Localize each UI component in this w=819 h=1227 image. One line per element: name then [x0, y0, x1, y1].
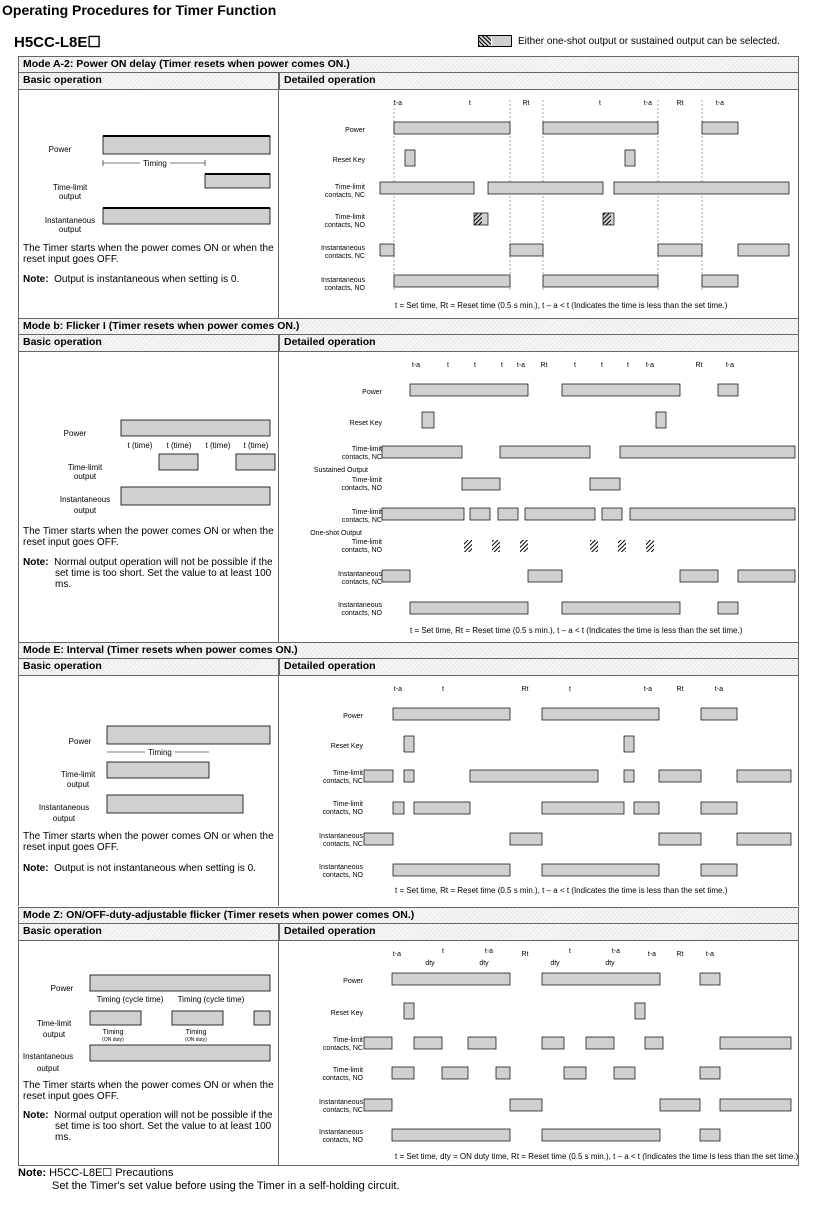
- svg-text:Power: Power: [343, 978, 363, 985]
- svg-text:t-a: t-a: [516, 362, 526, 369]
- svg-text:Time-limit: Time-limit: [332, 1037, 363, 1044]
- svg-text:Time-limit: Time-limit: [334, 214, 365, 221]
- svg-text:t: t: [442, 686, 444, 693]
- svg-text:Reset Key: Reset Key: [330, 743, 363, 750]
- mode-a2-detailed-label: Detailed operation: [279, 73, 799, 90]
- svg-text:t: t: [627, 362, 629, 369]
- mode-z-title: Mode Z: ON/OFF-duty-adjustable flicker (Timer resets when power comes ON.): [18, 907, 799, 924]
- svg-text:Timing (cycle time): Timing (cycle time): [177, 995, 245, 1004]
- mode-b-basic-chart: [18, 352, 280, 522]
- svg-text:Instantaneous: Instantaneous: [59, 495, 111, 504]
- legend-text: Either one-shot output or sustained output can be selected.: [518, 36, 780, 47]
- svg-text:Time-limit: Time-limit: [332, 1067, 363, 1074]
- mode-b-detailed-label: Detailed operation: [279, 335, 799, 352]
- svg-text:Instantaneous: Instantaneous: [38, 803, 90, 812]
- svg-text:contacts, NO: contacts, NO: [322, 1075, 363, 1082]
- svg-text:Power: Power: [63, 429, 87, 438]
- mode-z-note: Note: Normal output operation will not be possible if the set time is too short. Set the value to at least 100 ms.: [23, 1110, 273, 1143]
- svg-text:t (time): t (time): [166, 441, 192, 450]
- svg-text:Rt: Rt: [676, 951, 684, 958]
- svg-text:t-a: t-a: [611, 948, 621, 955]
- svg-text:Power: Power: [343, 713, 363, 720]
- svg-text:Rt: Rt: [540, 362, 548, 369]
- svg-text:t-a: t-a: [645, 362, 655, 369]
- svg-text:t-a: t-a: [393, 686, 403, 693]
- mode-e-footnote: t = Set time, Rt = Reset time (0.5 s min.), t – a < t (Indicates the time is less than the set time.): [395, 886, 728, 895]
- time-limit-label-2: output: [58, 192, 82, 201]
- mode-a2-detailed-chart: [280, 92, 799, 317]
- svg-text:t: t: [447, 362, 449, 369]
- power-label: Power: [48, 145, 72, 154]
- mode-b-title: Mode b: Flicker I (Timer resets when power comes ON.): [18, 318, 799, 335]
- svg-text:Rt: Rt: [676, 686, 684, 693]
- svg-text:Timing (cycle time): Timing (cycle time): [96, 995, 164, 1004]
- svg-text:Reset Key: Reset Key: [349, 420, 382, 427]
- svg-text:output: output: [36, 1064, 60, 1073]
- mode-e-basic-chart: [18, 676, 280, 826]
- mode-b-footnote: t = Set time, Rt = Reset time (0.5 s min.), t – a < t (Indicates the time is less than the set time.): [410, 626, 743, 635]
- mode-a2-footnote: t = Set time, Rt = Reset time (0.5 s min.), t – a < t (Indicates the time is less than the set time.): [395, 301, 728, 310]
- svg-text:contacts, NC: contacts, NC: [341, 454, 382, 461]
- svg-text:t: t: [474, 362, 476, 369]
- svg-text:t: t: [469, 100, 471, 107]
- page-title: Operating Procedures for Timer Function: [2, 2, 277, 18]
- inst-label-1: Instantaneous: [44, 216, 96, 225]
- svg-text:t: t: [601, 362, 603, 369]
- mode-b-basic-label: Basic operation: [18, 335, 279, 352]
- svg-text:Power: Power: [362, 389, 382, 396]
- svg-text:t: t: [501, 362, 503, 369]
- time-limit-label-1: Time-limit: [52, 183, 88, 192]
- svg-text:Rt: Rt: [695, 362, 703, 369]
- mode-a2-note: Note: Output is instantaneous when setting is 0.: [23, 274, 240, 285]
- svg-text:Rt: Rt: [521, 951, 529, 958]
- timing-label: Timing: [143, 159, 167, 168]
- svg-text:Time-limit: Time-limit: [60, 770, 96, 779]
- svg-text:dty: dty: [479, 960, 489, 967]
- svg-text:contacts, NC: contacts, NC: [322, 841, 363, 848]
- svg-text:t: t: [599, 100, 601, 107]
- svg-text:t-a: t-a: [643, 100, 653, 107]
- mode-b-desc: The Timer starts when the power comes ON or when the reset input goes OFF.: [23, 526, 274, 548]
- svg-text:dty: dty: [425, 960, 435, 967]
- svg-text:Instantaneous: Instantaneous: [319, 1129, 363, 1136]
- svg-text:t-a: t-a: [484, 948, 494, 955]
- svg-text:t: t: [569, 948, 571, 955]
- svg-text:t-a: t-a: [392, 951, 402, 958]
- svg-text:contacts, NO: contacts, NO: [324, 222, 365, 229]
- svg-text:Instantaneous: Instantaneous: [321, 277, 365, 284]
- mode-e-basic-label: Basic operation: [18, 659, 279, 676]
- svg-text:contacts, NC: contacts, NC: [324, 192, 365, 199]
- svg-text:contacts, NC: contacts, NC: [322, 1045, 363, 1052]
- svg-text:contacts, NC: contacts, NC: [322, 1107, 363, 1114]
- svg-text:Time-limit: Time-limit: [351, 477, 382, 484]
- mode-e-detailed-chart: [280, 678, 799, 883]
- svg-text:contacts, NO: contacts, NO: [322, 872, 363, 879]
- mode-z-detailed-label: Detailed operation: [279, 924, 799, 941]
- svg-text:t (time): t (time): [205, 441, 231, 450]
- svg-text:t: t: [569, 686, 571, 693]
- svg-text:Instantaneous: Instantaneous: [22, 1052, 74, 1061]
- svg-text:t-a: t-a: [715, 100, 725, 107]
- svg-text:t-a: t-a: [643, 686, 653, 693]
- svg-text:Power: Power: [50, 984, 74, 993]
- svg-text:Power: Power: [68, 737, 92, 746]
- legend-swatch: [478, 35, 512, 47]
- svg-text:One-shot Output: One-shot Output: [310, 530, 362, 537]
- svg-text:Time-limit: Time-limit: [332, 770, 363, 777]
- svg-text:Timing: Timing: [148, 748, 172, 757]
- mode-e-note: Note: Output is not instantaneous when setting is 0.: [23, 863, 256, 874]
- svg-text:Time-limit: Time-limit: [351, 539, 382, 546]
- svg-text:contacts, NC: contacts, NC: [324, 253, 365, 260]
- svg-text:Time-limit: Time-limit: [351, 446, 382, 453]
- svg-text:contacts, NC: contacts, NC: [341, 579, 382, 586]
- mode-z-basic-chart: [18, 941, 280, 1076]
- mode-e-title: Mode E: Interval (Timer resets when power comes ON.): [18, 642, 799, 659]
- svg-text:Sustained Output: Sustained Output: [313, 467, 368, 474]
- mode-e-detailed-label: Detailed operation: [279, 659, 799, 676]
- svg-text:Instantaneous: Instantaneous: [319, 864, 363, 871]
- svg-text:dty: dty: [605, 960, 615, 967]
- mode-b-note: Note: Normal output operation will not be possible if the set time is too short. Set the value to at least 100 ms.: [23, 557, 273, 590]
- svg-text:contacts, NO: contacts, NO: [341, 547, 382, 554]
- svg-text:(ON duty): (ON duty): [185, 1037, 207, 1043]
- svg-text:Reset Key: Reset Key: [332, 157, 365, 164]
- svg-text:t-a: t-a: [725, 362, 735, 369]
- mode-a2-basic-chart: [18, 90, 280, 240]
- svg-text:Time-limit: Time-limit: [332, 801, 363, 808]
- svg-text:output: output: [52, 814, 76, 823]
- mode-z-desc: The Timer starts when the power comes ON or when the reset input goes OFF.: [23, 1080, 274, 1102]
- svg-text:contacts, NC: contacts, NC: [322, 778, 363, 785]
- mode-z-footnote: t = Set time, dty = ON duty time, Rt = Reset time (0.5 s min.), t – a < t (Indicates the time is less than the set time.): [395, 1152, 799, 1161]
- svg-text:t: t: [442, 948, 444, 955]
- mode-b-detailed-chart: [280, 354, 799, 619]
- svg-text:contacts, NO: contacts, NO: [322, 809, 363, 816]
- svg-text:Time-limit: Time-limit: [334, 184, 365, 191]
- svg-text:t-a: t-a: [714, 686, 724, 693]
- svg-text:contacts, NO: contacts, NO: [341, 610, 382, 617]
- svg-text:Rt: Rt: [522, 100, 530, 107]
- svg-text:Power: Power: [345, 127, 365, 134]
- mode-e-desc: The Timer starts when the power comes ON or when the reset input goes OFF.: [23, 831, 274, 853]
- svg-text:contacts, NO: contacts, NO: [341, 485, 382, 492]
- svg-text:t: t: [574, 362, 576, 369]
- inst-label-2: output: [58, 225, 82, 234]
- svg-text:t-a: t-a: [411, 362, 421, 369]
- svg-text:Instantaneous: Instantaneous: [321, 245, 365, 252]
- mode-a2-desc: The Timer starts when the power comes ON or when the reset input goes OFF.: [23, 243, 274, 265]
- svg-text:t-a: t-a: [393, 100, 403, 107]
- power-bar: [103, 136, 270, 154]
- svg-text:Reset Key: Reset Key: [330, 1010, 363, 1017]
- svg-text:Time-limit: Time-limit: [351, 509, 382, 516]
- mode-a2-basic-label: Basic operation: [18, 73, 279, 90]
- bottom-rule: [18, 1165, 799, 1166]
- svg-text:output: output: [42, 1030, 66, 1039]
- svg-text:contacts, NC: contacts, NC: [341, 517, 382, 524]
- svg-text:Timing: Timing: [185, 1029, 207, 1036]
- svg-text:Instantaneous: Instantaneous: [338, 571, 382, 578]
- svg-text:Instantaneous: Instantaneous: [319, 1099, 363, 1106]
- footer-note: Note: H5CC-L8E☐ Precautions Set the Timer's set value before using the Timer in a self-holding circuit.: [18, 1167, 400, 1192]
- svg-text:t (time): t (time): [243, 441, 269, 450]
- model-name: H5CC-L8E☐: [14, 34, 101, 51]
- svg-text:Instantaneous: Instantaneous: [319, 833, 363, 840]
- svg-text:Rt: Rt: [521, 686, 529, 693]
- svg-text:Rt: Rt: [676, 100, 684, 107]
- svg-text:dty: dty: [550, 960, 560, 967]
- svg-text:(ON duty): (ON duty): [102, 1037, 124, 1043]
- svg-text:output: output: [73, 506, 97, 515]
- mode-z-basic-label: Basic operation: [18, 924, 279, 941]
- mode-a2-title: Mode A-2: Power ON delay (Timer resets when power comes ON.): [18, 56, 799, 73]
- svg-text:Timing: Timing: [102, 1029, 124, 1036]
- svg-text:output: output: [73, 472, 97, 481]
- svg-text:t (time): t (time): [127, 441, 153, 450]
- svg-text:t-a: t-a: [705, 951, 715, 958]
- svg-text:Time-limit: Time-limit: [36, 1019, 72, 1028]
- svg-text:Time-limit: Time-limit: [67, 463, 103, 472]
- svg-text:t-a: t-a: [647, 951, 657, 958]
- svg-text:contacts, NO: contacts, NO: [322, 1137, 363, 1144]
- svg-text:Instantaneous: Instantaneous: [338, 602, 382, 609]
- mode-z-detailed-chart: [280, 943, 799, 1148]
- svg-text:output: output: [66, 780, 90, 789]
- svg-text:contacts, NO: contacts, NO: [324, 285, 365, 292]
